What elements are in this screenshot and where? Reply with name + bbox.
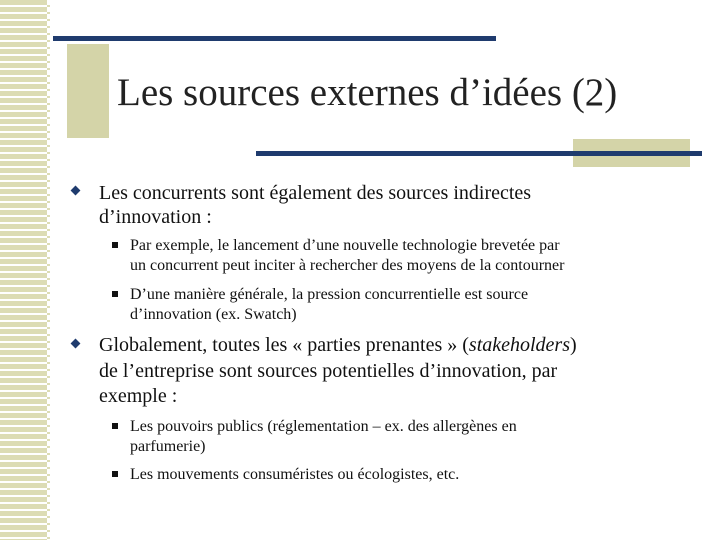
bottom-accent-bar [256,151,702,156]
sub-bullet-2-2-line-1: Les mouvements consuméristes ou écologistes, etc. [130,466,460,483]
bullet-2-line-1-start: Globalement, toutes les « parties prenantes » ( [99,334,469,356]
top-accent-bar [53,36,496,41]
square-bullet-icon [112,423,118,429]
bullet-2-line-3: exemple : [99,385,178,407]
square-bullet-icon [112,471,118,477]
sub-bullet-1-1-line-2: un concurrent peut inciter à rechercher des moyens de la contourner [130,257,565,274]
title-accent-block [67,44,109,138]
bullet-2-italic-term: stakeholders [468,334,570,356]
square-bullet-icon [112,242,118,248]
bullet-1-line-2: d’innovation : [99,206,212,228]
sub-bullet-1-1-line-1: Par exemple, le lancement d’une nouvelle technologie brevetée par [130,237,560,254]
square-bullet-icon [112,291,118,297]
sub-bullet-2-1-line-1: Les pouvoirs publics (réglementation – ex. des allergènes en [130,418,517,435]
bullet-2-line-1-end: ) [570,334,577,356]
bullet-2-line-1 [99,333,577,357]
diamond-bullet-icon [71,339,81,349]
sub-bullet-2-1-line-2: parfumerie) [130,438,206,455]
slide-title: Les sources externes d’idées (2) [117,71,618,114]
sub-bullet-1-2-line-2: d’innovation (ex. Swatch) [130,306,297,323]
bullet-1-line-1: Les concurrents sont également des sources indirectes [99,182,532,204]
bullet-2-line-2: de l’entreprise sont sources potentielles d’innovation, par [99,360,558,382]
striped-margin-decoration [0,0,50,540]
diamond-bullet-icon [71,186,81,196]
sub-bullet-1-2-line-1: D’une manière générale, la pression concurrentielle est source [130,286,529,303]
